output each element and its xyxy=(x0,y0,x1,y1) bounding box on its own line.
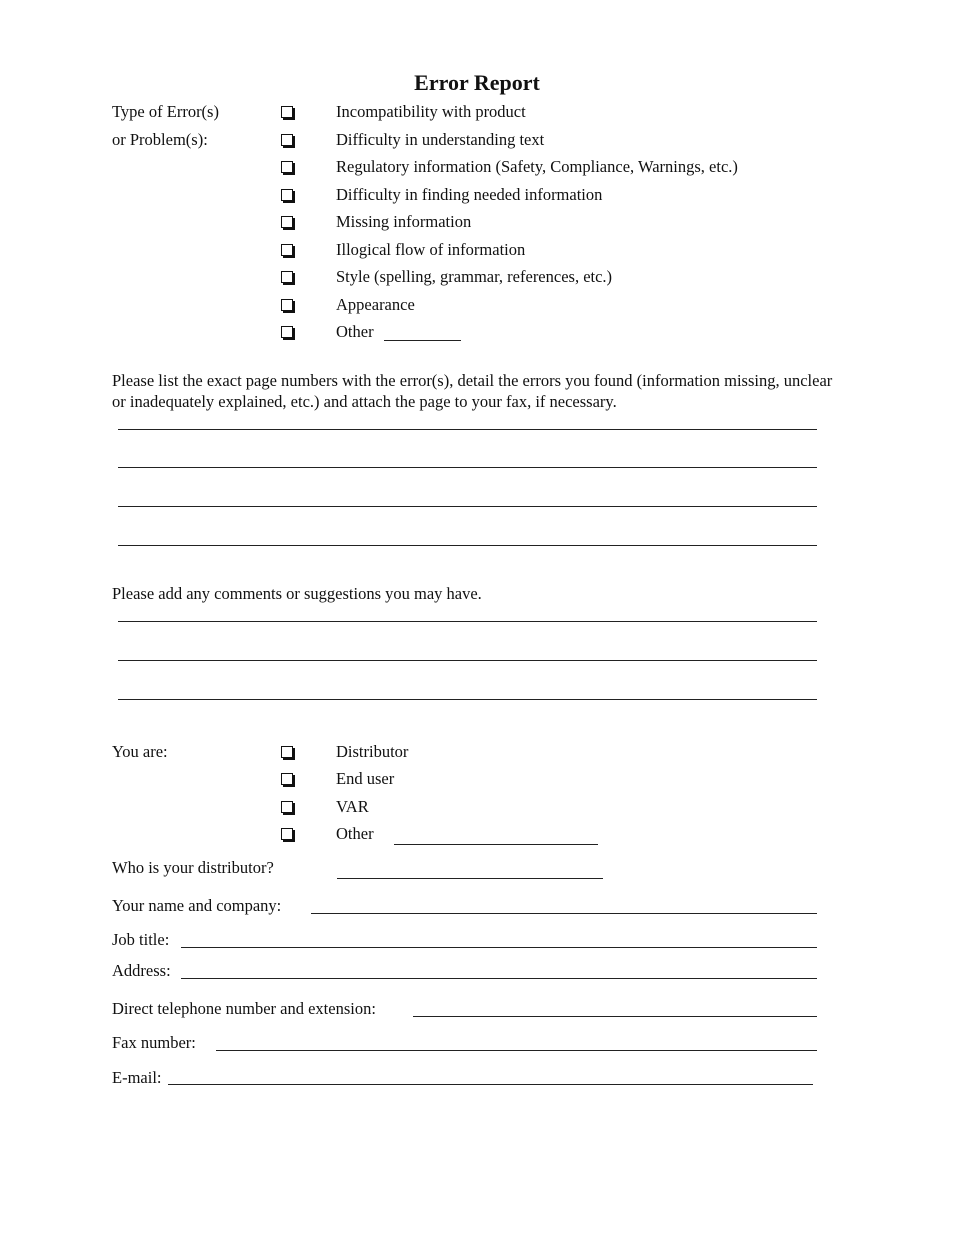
address-field[interactable] xyxy=(181,978,817,979)
option-appearance: Appearance xyxy=(336,295,415,314)
option-other-role: Other xyxy=(336,824,374,843)
checkbox-end-user[interactable] xyxy=(281,773,293,785)
comments-instruction: Please add any comments or suggestions you may have. xyxy=(112,584,482,603)
checkbox-appearance[interactable] xyxy=(281,299,293,311)
page-numbers-instruction: Please list the exact page numbers with the error(s), detail the errors you found (information missing, unclear or inadequately explained, etc.) and attach the page to your fax, if necessary. xyxy=(112,371,833,411)
telephone-label: Direct telephone number and extension: xyxy=(112,999,376,1018)
option-end-user: End user xyxy=(336,769,395,788)
email-field[interactable] xyxy=(168,1084,813,1085)
name-company-field[interactable] xyxy=(311,913,817,914)
option-incompatibility: Incompatibility with product xyxy=(336,102,526,121)
telephone-field[interactable] xyxy=(413,1016,817,1017)
checkbox-finding-info[interactable] xyxy=(281,189,293,201)
checkbox-style[interactable] xyxy=(281,271,293,283)
option-illogical-flow: Illogical flow of information xyxy=(336,240,526,259)
option-missing-info: Missing information xyxy=(336,212,472,231)
checkbox-other-role[interactable] xyxy=(281,828,293,840)
checkbox-incompatibility[interactable] xyxy=(281,106,293,118)
fax-field[interactable] xyxy=(216,1050,817,1051)
other-error-field[interactable] xyxy=(384,340,461,341)
page-numbers-line-4[interactable] xyxy=(118,545,817,546)
option-regulatory: Regulatory information (Safety, Compliance, Warnings, etc.) xyxy=(336,157,738,176)
page-numbers-line-3[interactable] xyxy=(118,506,817,507)
checkbox-var[interactable] xyxy=(281,801,293,813)
address-label: Address: xyxy=(112,961,171,980)
comments-line-3[interactable] xyxy=(118,699,817,700)
option-distributor: Distributor xyxy=(336,742,409,761)
error-type-label-cont: or Problem(s): xyxy=(112,130,208,149)
checkbox-understanding[interactable] xyxy=(281,134,293,146)
checkbox-illogical-flow[interactable] xyxy=(281,244,293,256)
fax-label: Fax number: xyxy=(112,1033,196,1052)
name-company-label: Your name and company: xyxy=(112,896,282,915)
option-other-error: Other xyxy=(336,322,374,341)
you-are-label: You are: xyxy=(112,742,168,761)
comments-line-1[interactable] xyxy=(118,621,817,622)
distributor-field[interactable] xyxy=(337,878,603,879)
page-numbers-line-1[interactable] xyxy=(118,429,817,430)
option-var: VAR xyxy=(336,797,369,816)
job-title-field[interactable] xyxy=(181,947,817,948)
checkbox-missing-info[interactable] xyxy=(281,216,293,228)
distributor-label: Who is your distributor? xyxy=(112,858,274,877)
checkbox-other-error[interactable] xyxy=(281,326,293,338)
email-label: E-mail: xyxy=(112,1068,162,1087)
comments-line-2[interactable] xyxy=(118,660,817,661)
option-finding-info: Difficulty in finding needed information xyxy=(336,185,603,204)
checkbox-distributor[interactable] xyxy=(281,746,293,758)
error-type-label: Type of Error(s) xyxy=(112,102,219,121)
job-title-label: Job title: xyxy=(112,930,170,949)
option-understanding: Difficulty in understanding text xyxy=(336,130,545,149)
other-role-field[interactable] xyxy=(394,844,598,845)
checkbox-regulatory[interactable] xyxy=(281,161,293,173)
page-title: Error Report xyxy=(414,70,540,95)
page-numbers-line-2[interactable] xyxy=(118,467,817,468)
option-style: Style (spelling, grammar, references, etc.) xyxy=(336,267,613,286)
